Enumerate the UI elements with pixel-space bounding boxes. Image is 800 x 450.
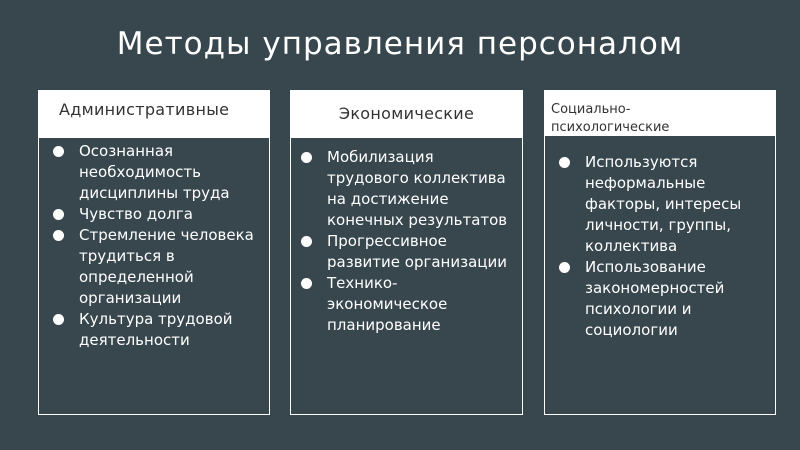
bullet-dot-icon	[53, 209, 64, 220]
list-item	[301, 273, 516, 336]
column-header-label: Социально-психологические	[551, 102, 670, 135]
list-item	[301, 231, 516, 273]
bullet-list	[53, 141, 263, 351]
list-item-text: Стремление человека трудиться в определенной организации	[79, 226, 254, 307]
column-body-administrative	[39, 141, 269, 351]
column-administrative	[38, 90, 270, 415]
list-item-text: Чувство долга	[79, 205, 193, 223]
bullet-dot-icon	[301, 278, 312, 289]
list-item-text: Культура трудовой деятельности	[79, 310, 233, 349]
bullet-dot-icon	[53, 230, 64, 241]
list-item	[53, 309, 263, 351]
bullet-dot-icon	[559, 157, 570, 168]
bullet-dot-icon	[53, 146, 64, 157]
column-header-social-psychological	[545, 91, 775, 136]
bullet-dot-icon	[301, 152, 312, 163]
list-item-text: Осознанная необходимость дисциплины труда	[79, 142, 230, 202]
column-body-economic	[291, 147, 522, 336]
list-item-text: Мобилизация трудового коллектива на достижение конечных результатов	[327, 148, 508, 229]
list-item	[53, 225, 263, 309]
list-item	[559, 257, 773, 341]
list-item-text: Использование закономерностей психологии и социологии	[585, 258, 725, 339]
bullet-dot-icon	[53, 314, 64, 325]
list-item-text: Технико-экономическое планирование	[327, 274, 448, 334]
bullet-dot-icon	[301, 236, 312, 247]
column-header-administrative	[39, 91, 269, 138]
list-item	[301, 147, 516, 231]
bullet-list	[559, 152, 773, 341]
slide-title: Методы управления персоналом	[116, 26, 684, 62]
list-item	[559, 152, 773, 257]
column-economic	[290, 90, 523, 415]
column-header-label: Административные	[59, 100, 230, 119]
column-social-psychological	[544, 90, 776, 415]
bullet-dot-icon	[559, 262, 570, 273]
column-header-economic	[291, 91, 522, 138]
list-item-text: Прогрессивное развитие организации	[327, 232, 507, 271]
list-item-text: Используются неформальные факторы, интересы личности, группы, коллектива	[585, 153, 742, 255]
column-body-social-psychological	[545, 152, 775, 341]
column-header-label: Экономические	[338, 104, 475, 123]
list-item	[53, 204, 263, 225]
list-item	[53, 141, 263, 204]
bullet-list	[301, 147, 516, 336]
